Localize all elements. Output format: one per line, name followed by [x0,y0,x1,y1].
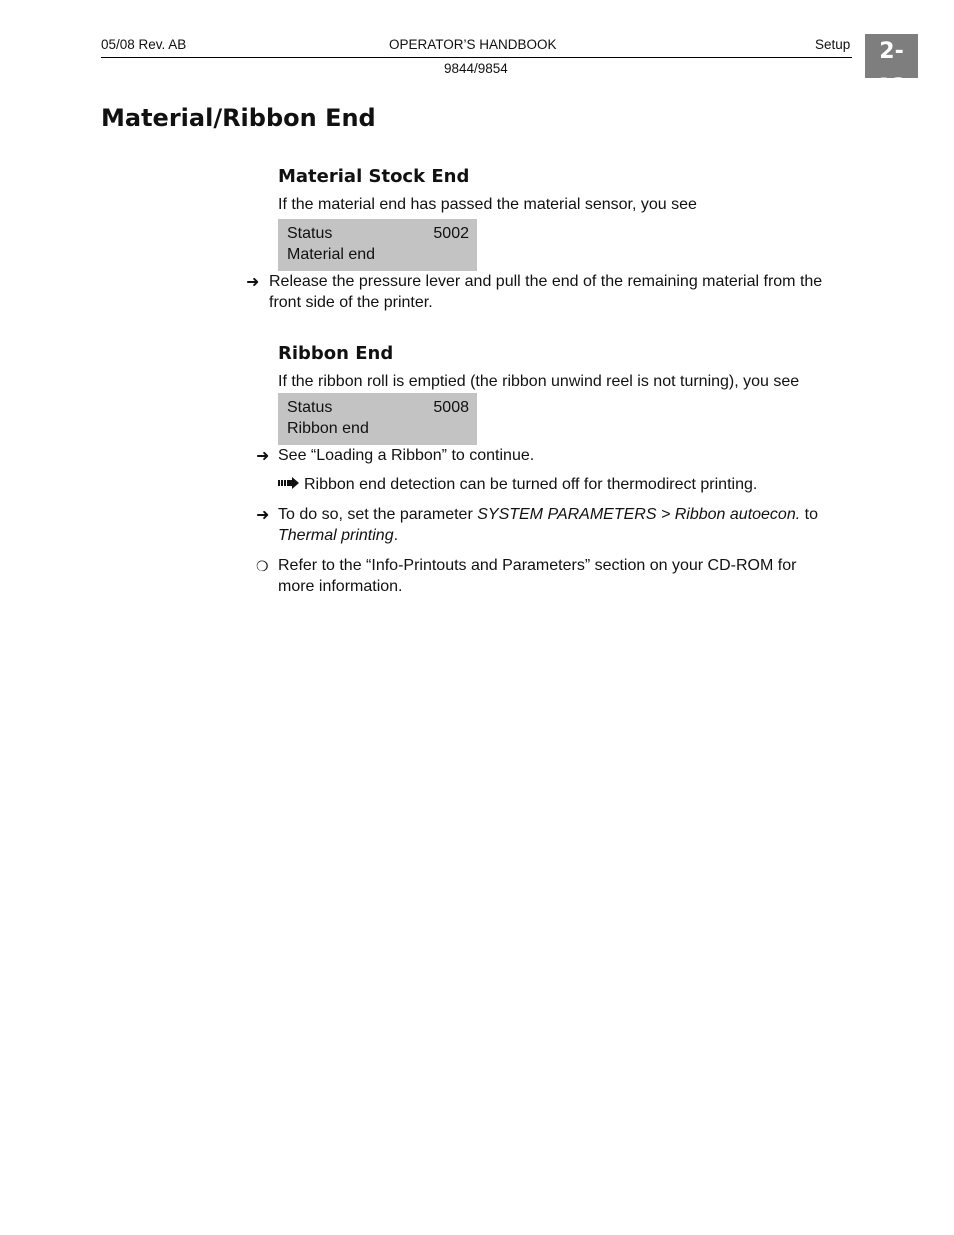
material-step-line1: Release the pressure lever and pull the end of the remaining material from the [269,273,823,290]
material-heading: Material Stock End [278,166,470,187]
step2-parameter: SYSTEM PARAMETERS > Ribbon autoecon. [477,506,801,523]
ribbon-step1: See “Loading a Ribbon” to continue. [278,447,535,464]
lcd-status-label: Status [287,225,333,242]
lcd-status-code: 5008 [433,399,469,416]
step-arrow-icon: ➜ [256,507,270,524]
step-arrow-icon: ➜ [256,448,270,465]
ribbon-step2-line1 [278,504,818,525]
lcd-status-message: Material end [287,246,376,263]
lcd-status-label: Status [287,399,333,416]
ribbon-intro: If the ribbon roll is emptied (the ribbon unwind reel is not turning), you see [278,373,800,390]
header-revision: 05/08 Rev. AB [101,37,187,52]
ribbon-reference-line2: more information. [278,578,403,595]
material-step-line2: front side of the printer. [269,294,433,311]
material-status-display [278,219,477,271]
bullet-icon: ❍ [256,558,269,574]
note-arrow-icon [278,476,300,495]
step-arrow-icon: ➜ [246,274,260,291]
ribbon-reference-line1: Refer to the “Info-Printouts and Parameters” section on your CD-ROM for [278,557,797,574]
lcd-status-message: Ribbon end [287,420,369,437]
material-intro: If the material end has passed the material sensor, you see [278,196,697,213]
ribbon-note: Ribbon end detection can be turned off for thermodirect printing. [304,476,758,493]
header-handbook-title: OPERATOR’S HANDBOOK [389,37,557,52]
header-model: 9844/9854 [444,61,508,76]
ribbon-heading: Ribbon End [278,343,394,364]
header-rule [101,57,852,58]
step2-pre: To do so, set the parameter [278,506,478,523]
step2-value: Thermal printing [278,527,394,544]
step2-end: . [393,527,399,544]
lcd-status-code: 5002 [433,225,469,242]
ribbon-status-display [278,393,477,445]
header-section: Setup [815,37,851,52]
step2-mid: to [800,506,818,523]
ribbon-step2-line2 [278,525,398,546]
page-title: Material/Ribbon End [101,104,376,132]
page-number-tab: 2-13 [865,34,918,78]
